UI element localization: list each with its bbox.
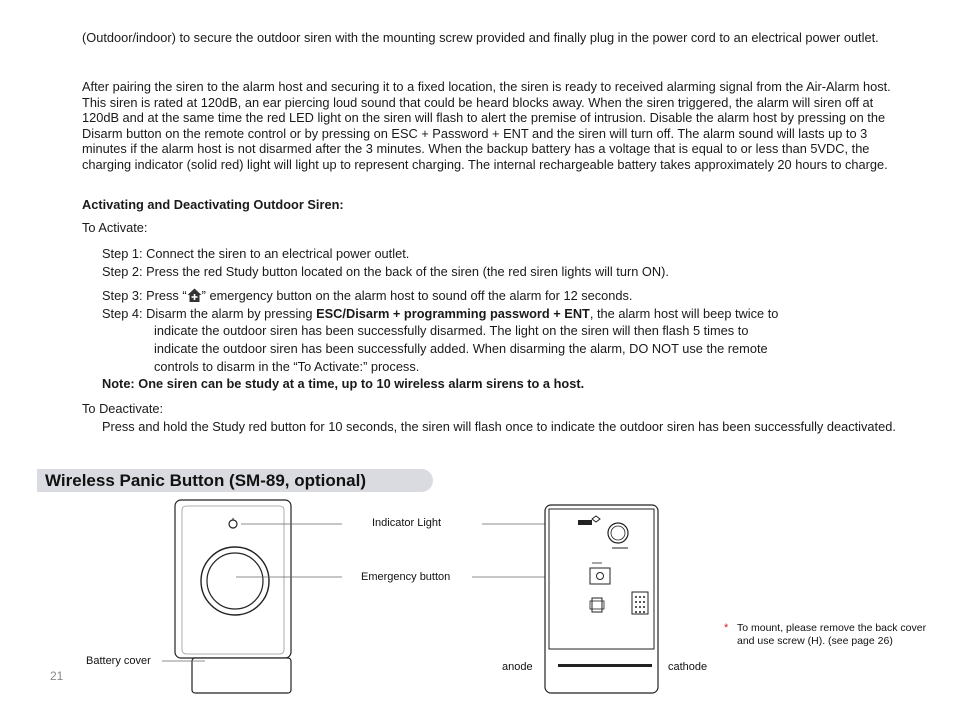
panic-button-front	[175, 500, 291, 693]
step-4-suffix: , the alarm host will beep twice to	[589, 306, 779, 321]
step-3-suffix: ” emergency button on the alarm host to sound off the alarm for 12 seconds.	[201, 288, 633, 303]
mount-note-line-2: and use screw (H). (see page 26)	[737, 635, 893, 647]
emergency-button-label: Emergency button	[361, 571, 451, 583]
battery-cover-shape	[192, 658, 291, 693]
step-2: Step 2: Press the red Study button located on the back of the siren (the red siren lights will turn ON).	[102, 264, 669, 279]
step-4-line-2: indicate the outdoor siren has been successfully disarmed. The light on the siren will then flash 5 times to	[154, 323, 749, 338]
battery-slot	[558, 664, 652, 667]
indicator-light-label: Indicator Light	[372, 517, 442, 529]
note-asterisk: *	[724, 622, 729, 634]
siren-note: Note: One siren can be study at a time, up to 10 wireless alarm sirens to a host.	[102, 376, 585, 391]
deactivate-text: Press and hold the Study red button for 10 seconds, the siren will flash once to indicate the outdoor siren has been successfully deactivated.	[102, 419, 896, 434]
cathode-label: cathode	[668, 661, 708, 673]
section-title: Wireless Panic Button (SM-89, optional)	[45, 471, 366, 490]
panic-button-back	[545, 505, 658, 693]
battery-cover-label: Battery cover	[86, 655, 151, 667]
step-4-line-3: indicate the outdoor siren has been successfully added. When disarming the alarm, DO NOT use the remote	[154, 341, 768, 356]
intro-paragraph: (Outdoor/indoor) to secure the outdoor siren with the mounting screw provided and finally plug in the power cord to an electrical power outlet.	[82, 30, 879, 45]
to-deactivate-label: To Deactivate:	[82, 401, 164, 416]
mount-note-line-1: To mount, please remove the back cover	[737, 622, 927, 634]
to-activate-label: To Activate:	[82, 220, 148, 235]
step-1: Step 1: Connect the siren to an electrical power outlet.	[102, 246, 410, 261]
step-4-keys: ESC/Disarm + programming password + ENT	[316, 306, 590, 321]
step-3-prefix: Step 3: Press “	[102, 288, 187, 303]
siren-description-paragraph: After pairing the siren to the alarm host and securing it to a fixed location, the siren is ready to received alarming signal from the Air-Alarm host. This siren is rated at 120dB, an ear piercing loud sound that could be heard blocks away. When the siren triggered, the alarm will siren off at 120dB and at the same time the red LED light on the siren will flash to alert the premise of intrusion. Disable the alarm host by pressing on the Disarm button on the remote control or by pressing on ESC + Password + ENT and the siren will turn off. The alarm sound will lasts up to 3 minutes if the alarm host is not disarmed after the 3 minutes. When the backup battery has a voltage that is equal to or less than 5VDC, the charging indicator (solid red) light will light up to represent charging. The internal rechargeable battery takes approximately 20 hours to charge.	[82, 79, 891, 172]
emergency-button-icon	[201, 547, 269, 615]
anode-label: anode	[502, 661, 533, 673]
step-4-prefix: Step 4: Disarm the alarm by pressing	[102, 306, 317, 321]
activating-heading: Activating and Deactivating Outdoor Siren:	[82, 197, 344, 212]
page-number: 21	[50, 669, 64, 683]
step-4-line-4: controls to disarm in the “To Activate:” process.	[154, 359, 420, 374]
